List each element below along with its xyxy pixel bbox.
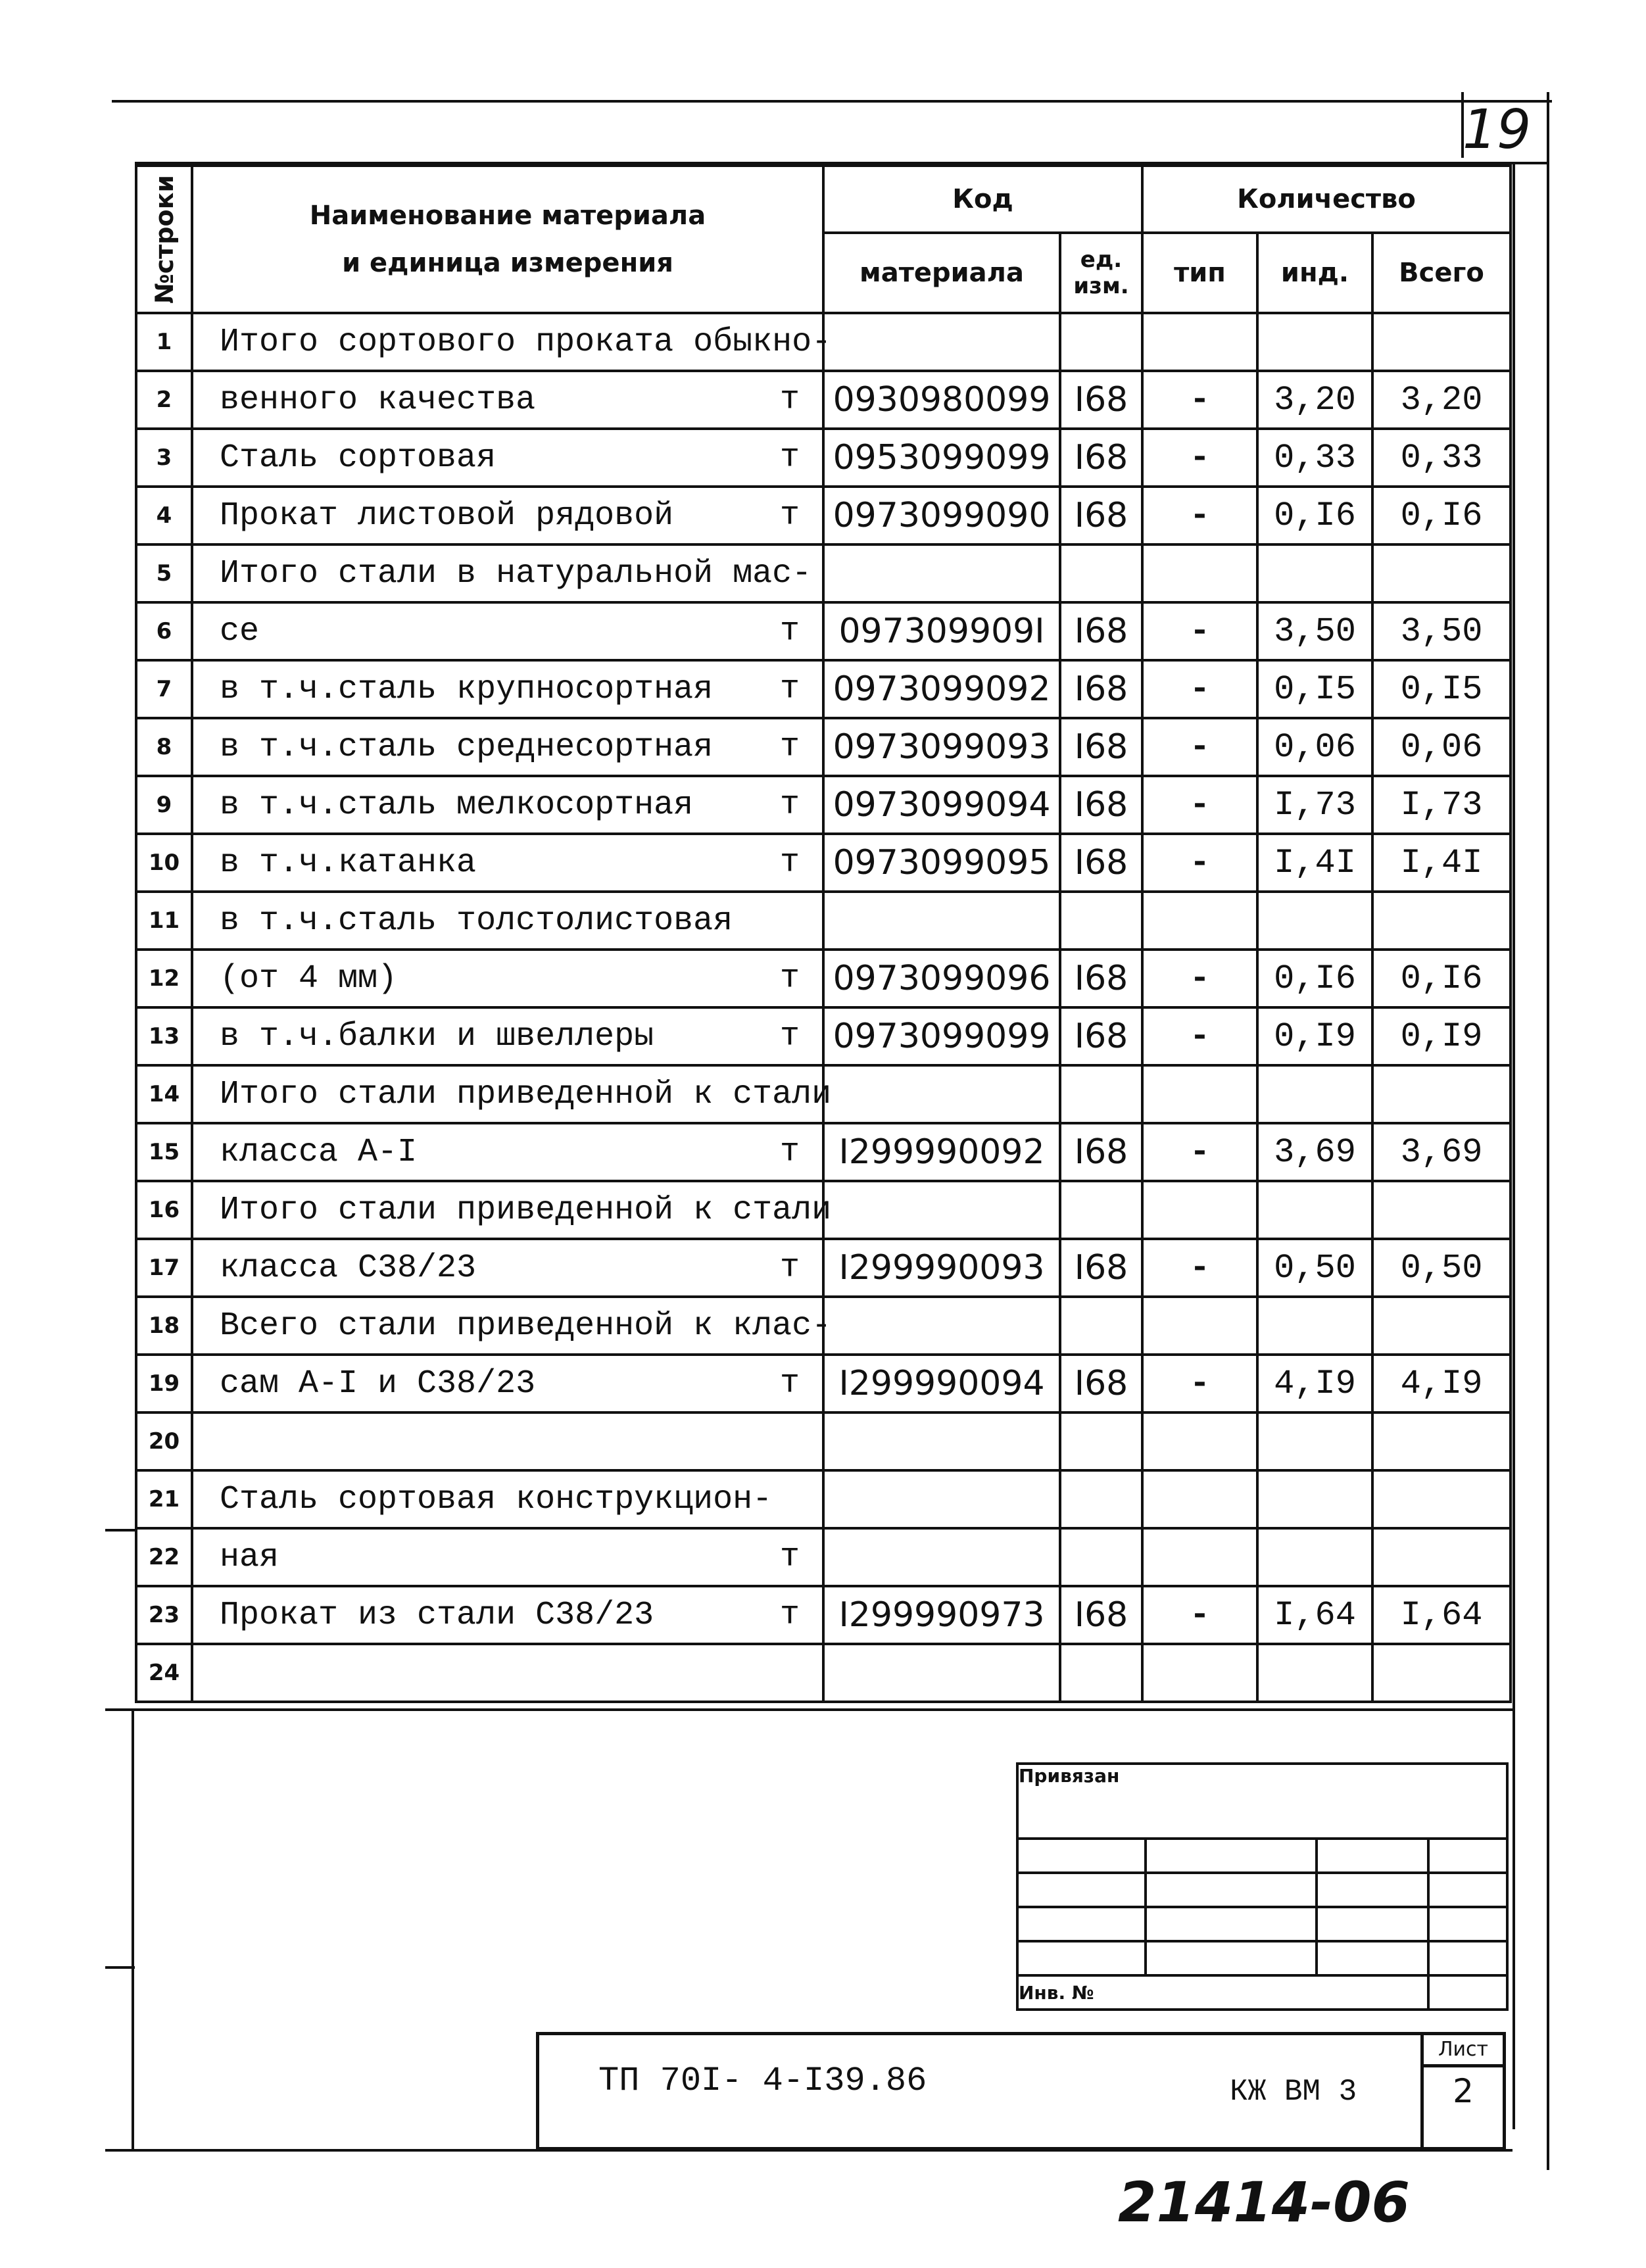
unit-code: I68 bbox=[1060, 1586, 1142, 1644]
qty-type: - bbox=[1142, 1355, 1257, 1412]
material-name-text: ная bbox=[220, 1538, 279, 1576]
unit-code: I68 bbox=[1060, 834, 1142, 892]
material-unit: т bbox=[779, 439, 800, 477]
row-number: 7 bbox=[136, 660, 192, 718]
document-mark: КЖ ВМ 3 bbox=[1230, 2075, 1357, 2109]
material-unit: т bbox=[779, 670, 800, 708]
row-number: 8 bbox=[136, 718, 192, 776]
header-code-material: материала bbox=[823, 233, 1060, 313]
row-number: 9 bbox=[136, 776, 192, 834]
qty-type: - bbox=[1142, 718, 1257, 776]
table-row bbox=[136, 1239, 1511, 1297]
table-bottom-rule bbox=[105, 1708, 1513, 1711]
row-number: 11 bbox=[136, 892, 192, 950]
qty-ind bbox=[1257, 1065, 1372, 1123]
material-unit: т bbox=[779, 1538, 800, 1576]
table-row bbox=[136, 1123, 1511, 1181]
qty-type bbox=[1142, 1528, 1257, 1586]
material-code: 097309909I bbox=[823, 602, 1060, 660]
qty-ind: 0,06 bbox=[1257, 718, 1372, 776]
qty-total: 3,69 bbox=[1372, 1123, 1511, 1181]
material-name-text: в т.ч.сталь мелкосортная bbox=[220, 786, 694, 824]
stamp-cell bbox=[1146, 1907, 1317, 1941]
row-number: 10 bbox=[136, 834, 192, 892]
material-name bbox=[192, 1528, 823, 1586]
row-number: 6 bbox=[136, 602, 192, 660]
unit-code bbox=[1060, 1181, 1142, 1239]
table-row bbox=[136, 1181, 1511, 1239]
material-unit: т bbox=[779, 844, 800, 882]
material-name-text: Всего стали приведенной к клас- bbox=[220, 1307, 832, 1345]
left-frame-line bbox=[132, 1710, 134, 2150]
material-unit: т bbox=[779, 728, 800, 766]
material-name-text: Итого стали приведенной к стали bbox=[220, 1191, 832, 1229]
material-name bbox=[192, 544, 823, 602]
table-row bbox=[136, 1528, 1511, 1586]
stamp-cell bbox=[1428, 1873, 1507, 1907]
stamp-cell bbox=[1317, 1839, 1428, 1873]
table-row bbox=[136, 660, 1511, 718]
unit-code: I68 bbox=[1060, 1239, 1142, 1297]
sheet-label: Лист bbox=[1424, 2035, 1503, 2067]
stamp-cell bbox=[1017, 1873, 1146, 1907]
material-code bbox=[823, 1181, 1060, 1239]
qty-ind bbox=[1257, 1181, 1372, 1239]
material-name-text: Итого сортового проката обыкно- bbox=[220, 323, 832, 361]
row-number: 16 bbox=[136, 1181, 192, 1239]
material-name bbox=[192, 1412, 823, 1470]
qty-ind bbox=[1257, 1644, 1372, 1702]
material-name-text: Сталь сортовая bbox=[220, 439, 496, 477]
material-code: I299990094 bbox=[823, 1355, 1060, 1412]
table-row bbox=[136, 718, 1511, 776]
row-number: 14 bbox=[136, 1065, 192, 1123]
material-name-text: Итого стали приведенной к стали bbox=[220, 1075, 832, 1113]
qty-total: 0,I6 bbox=[1372, 950, 1511, 1007]
material-name bbox=[192, 660, 823, 718]
material-unit: т bbox=[779, 959, 800, 998]
unit-code: I68 bbox=[1060, 602, 1142, 660]
qty-type bbox=[1142, 1297, 1257, 1355]
qty-total bbox=[1372, 892, 1511, 950]
right-outer-line bbox=[1547, 164, 1549, 2170]
table-row bbox=[136, 1412, 1511, 1470]
material-name-text: венного качества bbox=[220, 381, 536, 419]
qty-ind bbox=[1257, 892, 1372, 950]
qty-type: - bbox=[1142, 1007, 1257, 1065]
material-code: 0973099095 bbox=[823, 834, 1060, 892]
material-name bbox=[192, 1007, 823, 1065]
material-code bbox=[823, 544, 1060, 602]
qty-total bbox=[1372, 1181, 1511, 1239]
table-row bbox=[136, 544, 1511, 602]
material-name-text: Прокат из стали С38/23 bbox=[220, 1596, 654, 1634]
table-row bbox=[136, 602, 1511, 660]
material-name bbox=[192, 487, 823, 544]
qty-type bbox=[1142, 313, 1257, 371]
header-code-unit: ед. изм. bbox=[1060, 233, 1142, 313]
row-number: 22 bbox=[136, 1528, 192, 1586]
qty-type bbox=[1142, 1412, 1257, 1470]
sheet-number: 2 bbox=[1453, 2072, 1474, 2110]
qty-ind: 0,I5 bbox=[1257, 660, 1372, 718]
material-name-text: сам А-I и С38/23 bbox=[220, 1364, 536, 1403]
header-qty-ind: инд. bbox=[1257, 233, 1372, 313]
material-code: 0973099094 bbox=[823, 776, 1060, 834]
qty-type: - bbox=[1142, 487, 1257, 544]
qty-ind: I,4I bbox=[1257, 834, 1372, 892]
material-code: 0953099099 bbox=[823, 429, 1060, 487]
qty-total: 0,50 bbox=[1372, 1239, 1511, 1297]
qty-type bbox=[1142, 1644, 1257, 1702]
unit-code: I68 bbox=[1060, 1355, 1142, 1412]
material-name bbox=[192, 313, 832, 371]
material-name-text: класса А-I bbox=[220, 1133, 418, 1171]
material-code: 0973099096 bbox=[823, 950, 1060, 1007]
qty-ind: 4,I9 bbox=[1257, 1355, 1372, 1412]
stamp-cell bbox=[1317, 1941, 1428, 1975]
material-name-text: в т.ч.катанка bbox=[220, 844, 477, 882]
table-row bbox=[136, 1007, 1511, 1065]
qty-total bbox=[1372, 1065, 1511, 1123]
stamp-cell bbox=[1017, 1839, 1146, 1873]
unit-code bbox=[1060, 1065, 1142, 1123]
qty-total: I,64 bbox=[1372, 1586, 1511, 1644]
top-rule bbox=[112, 100, 1552, 103]
material-name bbox=[192, 718, 823, 776]
unit-code bbox=[1060, 1644, 1142, 1702]
qty-ind: 3,50 bbox=[1257, 602, 1372, 660]
qty-type: - bbox=[1142, 1123, 1257, 1181]
table-row bbox=[136, 487, 1511, 544]
material-unit: т bbox=[779, 381, 800, 419]
row-number: 21 bbox=[136, 1470, 192, 1528]
material-code bbox=[823, 892, 1060, 950]
unit-code: I68 bbox=[1060, 660, 1142, 718]
material-unit: т bbox=[779, 1364, 800, 1403]
row-number: 24 bbox=[136, 1644, 192, 1702]
qty-type bbox=[1142, 892, 1257, 950]
material-code: 0973099093 bbox=[823, 718, 1060, 776]
right-frame-line bbox=[1513, 163, 1515, 2129]
row-number: 15 bbox=[136, 1123, 192, 1181]
stamp-inv-label: Инв. № bbox=[1019, 1981, 1094, 2004]
header-code: Код bbox=[823, 166, 1142, 233]
qty-type: - bbox=[1142, 1239, 1257, 1297]
header-row-number-label: №строки bbox=[149, 175, 179, 304]
qty-total bbox=[1372, 544, 1511, 602]
qty-total bbox=[1372, 1528, 1511, 1586]
qty-total bbox=[1372, 1297, 1511, 1355]
qty-type bbox=[1142, 544, 1257, 602]
stamp-bound-label: Привязан bbox=[1019, 1765, 1120, 1787]
material-code bbox=[823, 1065, 1060, 1123]
qty-ind: 0,I9 bbox=[1257, 1007, 1372, 1065]
unit-code: I68 bbox=[1060, 1123, 1142, 1181]
material-unit: т bbox=[779, 1133, 800, 1171]
material-code bbox=[823, 1528, 1060, 1586]
table-row bbox=[136, 371, 1511, 429]
row-number: 18 bbox=[136, 1297, 192, 1355]
qty-total: 0,I5 bbox=[1372, 660, 1511, 718]
page-num-box-right bbox=[1547, 92, 1549, 164]
sheet-box bbox=[1420, 2035, 1503, 2150]
qty-ind bbox=[1257, 1470, 1372, 1528]
material-code: 0973099099 bbox=[823, 1007, 1060, 1065]
stamp-cell bbox=[1017, 1907, 1146, 1941]
table-row bbox=[136, 776, 1511, 834]
title-block bbox=[536, 2032, 1506, 2150]
stamp-cell bbox=[1146, 1941, 1317, 1975]
qty-ind: 0,I6 bbox=[1257, 487, 1372, 544]
material-name bbox=[192, 1239, 823, 1297]
material-name bbox=[192, 1065, 832, 1123]
qty-type: - bbox=[1142, 429, 1257, 487]
material-code: I299990973 bbox=[823, 1586, 1060, 1644]
table-row bbox=[136, 1470, 1511, 1528]
header-quantity: Количество bbox=[1142, 166, 1511, 233]
row-number: 2 bbox=[136, 371, 192, 429]
material-unit: т bbox=[779, 786, 800, 824]
qty-type bbox=[1142, 1065, 1257, 1123]
material-code bbox=[823, 313, 1060, 371]
qty-ind: 0,50 bbox=[1257, 1239, 1372, 1297]
material-unit: т bbox=[779, 612, 800, 650]
header-qty-type: тип bbox=[1142, 233, 1257, 313]
qty-type: - bbox=[1142, 776, 1257, 834]
stamp-cell bbox=[1017, 1941, 1146, 1975]
row-number: 17 bbox=[136, 1239, 192, 1297]
table-row bbox=[136, 834, 1511, 892]
page-number: 19 bbox=[1463, 99, 1532, 161]
material-name bbox=[192, 950, 823, 1007]
unit-code: I68 bbox=[1060, 429, 1142, 487]
header-name-line2: и единица измерения bbox=[342, 248, 673, 278]
row-number: 3 bbox=[136, 429, 192, 487]
materials-table bbox=[135, 164, 1512, 1703]
table-row bbox=[136, 1297, 1511, 1355]
stamp-cell bbox=[1428, 1975, 1507, 2010]
table-row bbox=[136, 429, 1511, 487]
row-number: 5 bbox=[136, 544, 192, 602]
table-row bbox=[136, 1065, 1511, 1123]
qty-type: - bbox=[1142, 660, 1257, 718]
qty-total: I,73 bbox=[1372, 776, 1511, 834]
qty-total: 4,I9 bbox=[1372, 1355, 1511, 1412]
material-name bbox=[192, 834, 823, 892]
stamp-bound-cell bbox=[1017, 1764, 1507, 1839]
qty-type bbox=[1142, 1470, 1257, 1528]
material-code bbox=[823, 1644, 1060, 1702]
qty-total: 0,I9 bbox=[1372, 1007, 1511, 1065]
material-name-text: в т.ч.сталь толстолистовая bbox=[220, 902, 733, 940]
material-name-text: (от 4 мм) bbox=[220, 959, 398, 998]
row-number: 20 bbox=[136, 1412, 192, 1470]
table-row bbox=[136, 950, 1511, 1007]
material-unit: т bbox=[779, 496, 800, 535]
table-row bbox=[136, 1355, 1511, 1412]
qty-ind bbox=[1257, 544, 1372, 602]
material-name-text: в т.ч.сталь среднесортная bbox=[220, 728, 714, 766]
qty-total bbox=[1372, 1412, 1511, 1470]
qty-total bbox=[1372, 1470, 1511, 1528]
qty-total: 3,20 bbox=[1372, 371, 1511, 429]
material-name bbox=[192, 776, 823, 834]
material-name bbox=[192, 1297, 832, 1355]
qty-ind bbox=[1257, 1412, 1372, 1470]
material-name bbox=[192, 371, 823, 429]
stamp-cell bbox=[1146, 1839, 1317, 1873]
material-code bbox=[823, 1297, 1060, 1355]
qty-ind bbox=[1257, 1297, 1372, 1355]
unit-code bbox=[1060, 892, 1142, 950]
material-name-text: в т.ч.балки и швеллеры bbox=[220, 1017, 654, 1055]
material-name bbox=[192, 892, 823, 950]
material-name bbox=[192, 1586, 823, 1644]
material-name-text: Сталь сортовая конструкцион- bbox=[220, 1480, 773, 1518]
qty-total: 0,I6 bbox=[1372, 487, 1511, 544]
material-code bbox=[823, 1470, 1060, 1528]
qty-total bbox=[1372, 1644, 1511, 1702]
unit-code: I68 bbox=[1060, 487, 1142, 544]
material-name bbox=[192, 1181, 832, 1239]
unit-code bbox=[1060, 1412, 1142, 1470]
table-row bbox=[136, 313, 1511, 371]
qty-ind: 0,33 bbox=[1257, 429, 1372, 487]
material-name-text: се bbox=[220, 612, 260, 650]
qty-type: - bbox=[1142, 602, 1257, 660]
stamp-cell bbox=[1428, 1941, 1507, 1975]
row-number: 1 bbox=[136, 313, 192, 371]
material-code: I299990092 bbox=[823, 1123, 1060, 1181]
stamp-inv-cell bbox=[1017, 1975, 1428, 2010]
qty-ind: 3,69 bbox=[1257, 1123, 1372, 1181]
qty-total: 0,33 bbox=[1372, 429, 1511, 487]
qty-type: - bbox=[1142, 371, 1257, 429]
material-name bbox=[192, 429, 823, 487]
stamp-cell bbox=[1428, 1907, 1507, 1941]
table-row bbox=[136, 1644, 1511, 1702]
material-name-text: в т.ч.сталь крупносортная bbox=[220, 670, 714, 708]
stamp-cell bbox=[1317, 1907, 1428, 1941]
header-material-name bbox=[192, 166, 823, 313]
unit-code: I68 bbox=[1060, 718, 1142, 776]
unit-code: I68 bbox=[1060, 776, 1142, 834]
material-name-text: Итого стали в натуральной мас- bbox=[220, 554, 812, 592]
material-name bbox=[192, 1470, 823, 1528]
row-number: 12 bbox=[136, 950, 192, 1007]
stamp-cell bbox=[1428, 1839, 1507, 1873]
document-code: ТП 70I- 4-I39.86 bbox=[598, 2062, 927, 2100]
header-qty-total: Всего bbox=[1372, 233, 1511, 313]
row-number: 19 bbox=[136, 1355, 192, 1412]
qty-ind: I,64 bbox=[1257, 1586, 1372, 1644]
header-name-line1: Наименование материала bbox=[309, 201, 706, 231]
unit-code bbox=[1060, 1528, 1142, 1586]
material-name bbox=[192, 1123, 823, 1181]
material-unit: т bbox=[779, 1596, 800, 1634]
material-unit: т bbox=[779, 1249, 800, 1287]
qty-total: I,4I bbox=[1372, 834, 1511, 892]
unit-code: I68 bbox=[1060, 950, 1142, 1007]
material-name-text: Прокат листовой рядовой bbox=[220, 496, 674, 535]
qty-ind: 3,20 bbox=[1257, 371, 1372, 429]
qty-ind: 0,I6 bbox=[1257, 950, 1372, 1007]
qty-total: 0,06 bbox=[1372, 718, 1511, 776]
qty-total bbox=[1372, 313, 1511, 371]
stamp-cell bbox=[1317, 1873, 1428, 1907]
material-name-text: класса С38/23 bbox=[220, 1249, 477, 1287]
material-code: I299990093 bbox=[823, 1239, 1060, 1297]
binding-stamp bbox=[1016, 1762, 1509, 2011]
margin-tick-2 bbox=[105, 1966, 135, 1969]
qty-ind: I,73 bbox=[1257, 776, 1372, 834]
qty-type bbox=[1142, 1181, 1257, 1239]
handwritten-number: 21414-06 bbox=[1118, 2170, 1410, 2234]
unit-code bbox=[1060, 544, 1142, 602]
unit-code bbox=[1060, 1297, 1142, 1355]
qty-total: 3,50 bbox=[1372, 602, 1511, 660]
qty-type: - bbox=[1142, 1586, 1257, 1644]
margin-tick-1 bbox=[105, 1529, 135, 1532]
header-row-number bbox=[136, 166, 192, 313]
material-name bbox=[192, 1644, 823, 1702]
material-name bbox=[192, 1355, 823, 1412]
unit-code: I68 bbox=[1060, 371, 1142, 429]
material-code bbox=[823, 1412, 1060, 1470]
row-number: 23 bbox=[136, 1586, 192, 1644]
qty-type: - bbox=[1142, 950, 1257, 1007]
unit-code: I68 bbox=[1060, 1007, 1142, 1065]
row-number: 13 bbox=[136, 1007, 192, 1065]
qty-type: - bbox=[1142, 834, 1257, 892]
table-row bbox=[136, 1586, 1511, 1644]
qty-ind bbox=[1257, 313, 1372, 371]
material-code: 0973099092 bbox=[823, 660, 1060, 718]
material-unit: т bbox=[779, 1017, 800, 1055]
row-number: 4 bbox=[136, 487, 192, 544]
material-code: 0930980099 bbox=[823, 371, 1060, 429]
qty-ind bbox=[1257, 1528, 1372, 1586]
stamp-cell bbox=[1146, 1873, 1317, 1907]
material-code: 0973099090 bbox=[823, 487, 1060, 544]
unit-code bbox=[1060, 313, 1142, 371]
table-row bbox=[136, 892, 1511, 950]
unit-code bbox=[1060, 1470, 1142, 1528]
material-name bbox=[192, 602, 823, 660]
